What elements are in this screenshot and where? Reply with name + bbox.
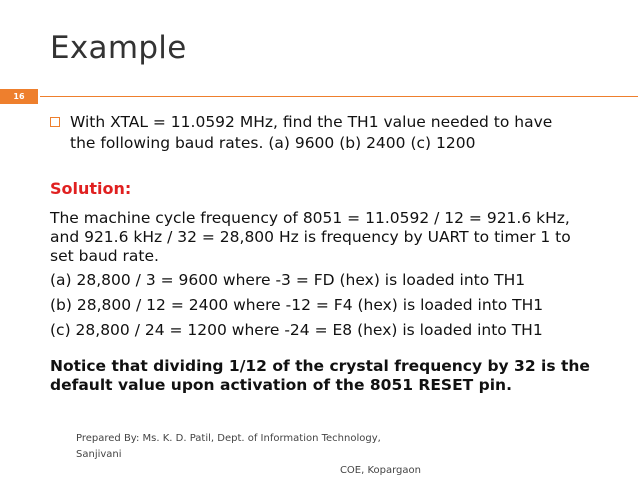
solution-paragraph [50,209,620,266]
page-number-badge: 16 [0,89,38,104]
solution-item-c: (c) 28,800 / 24 = 1200 where -24 = E8 (hex) is loaded into TH1 [50,321,543,339]
notice-line-2: default value upon activation of the 8051 RESET pin. [50,376,512,394]
square-bullet-icon [50,117,60,127]
bullet-question-line-2: the following baud rates. (a) 9600 (b) 2400 (c) 1200 [70,134,476,152]
notice-text [50,357,620,395]
title-divider [40,96,638,97]
solution-paragraph-line-3: set baud rate. [50,247,159,265]
footer-line-2: COE, Kopargaon [339,465,421,476]
bullet-question [70,112,610,154]
footer-line-1: Prepared By: Ms. K. D. Patil, Dept. of Information Technology, Sanjivani [76,433,381,460]
solution-paragraph-line-1: The machine cycle frequency of 8051 = 11.0592 / 12 = 921.6 kHz, [50,209,570,227]
solution-section [50,178,620,395]
slide-footer [76,431,421,479]
notice-line-1: Notice that dividing 1/12 of the crystal frequency by 32 is the [50,357,590,375]
solution-paragraph-line-2: and 921.6 kHz / 32 = 28,800 Hz is frequency by UART to timer 1 to [50,228,571,246]
solution-heading: Solution: [50,179,132,198]
slide-title: Example [50,30,187,66]
solution-item-b: (b) 28,800 / 12 = 2400 where -12 = F4 (hex) is loaded into TH1 [50,296,544,314]
bullet-question-line-1: With XTAL = 11.0592 MHz, find the TH1 value needed to have [70,113,553,131]
solution-item-a: (a) 28,800 / 3 = 9600 where -3 = FD (hex) is loaded into TH1 [50,271,526,289]
